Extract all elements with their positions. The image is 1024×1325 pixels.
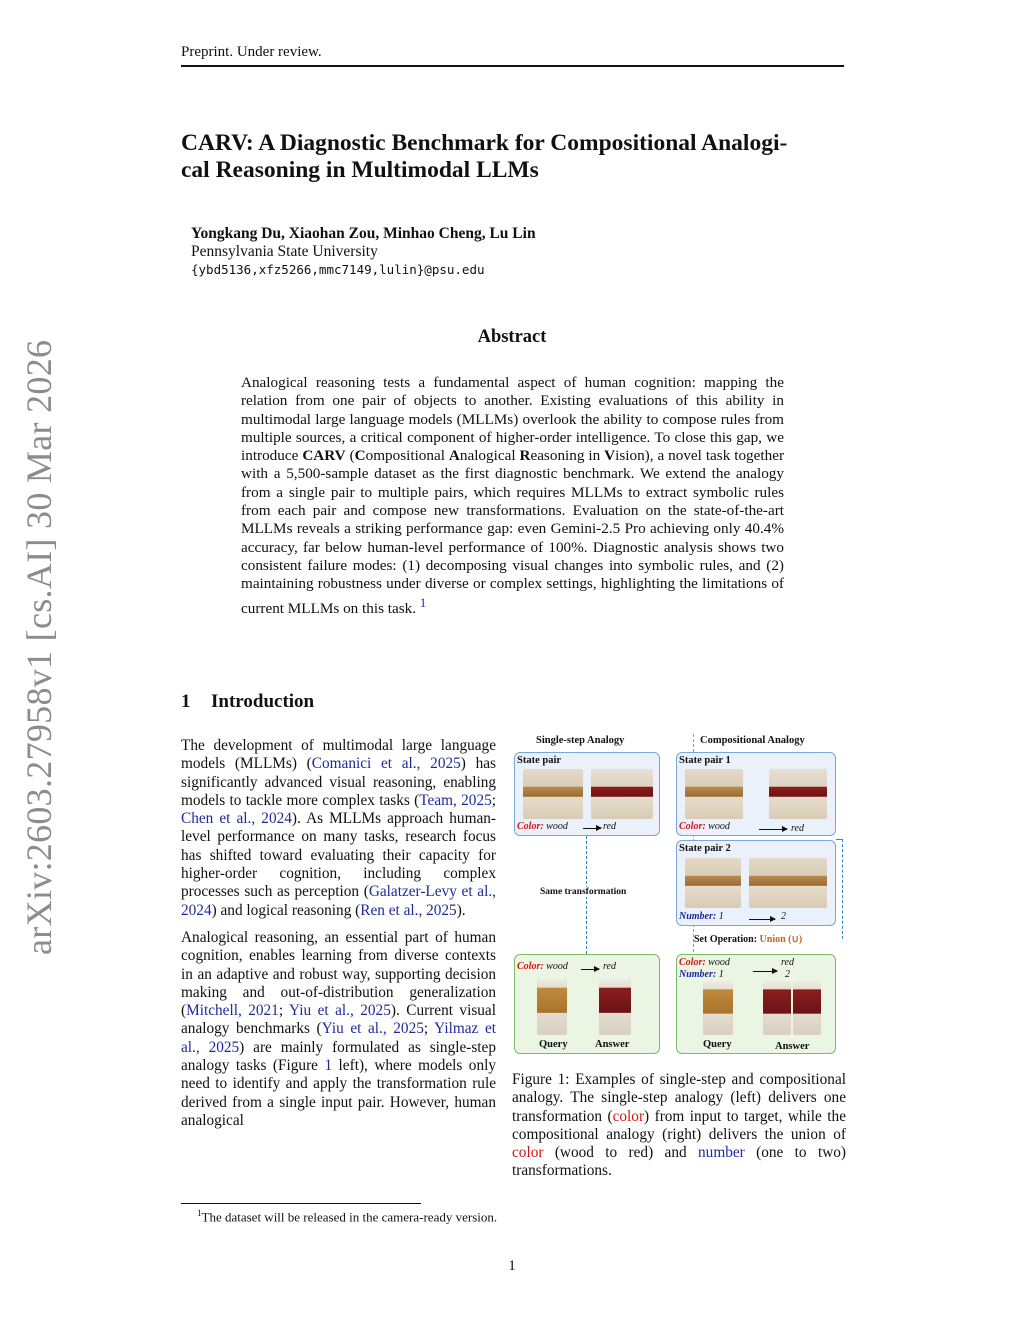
- one-label: 1: [718, 911, 724, 922]
- abstract-a: A: [448, 447, 460, 465]
- red-label: red: [781, 957, 794, 968]
- number-label: Number:: [679, 911, 717, 922]
- red-label: red: [603, 821, 616, 832]
- footnote-mark: 1: [197, 1208, 202, 1218]
- fig-color-rule-1: [679, 821, 730, 832]
- red-table-image: [591, 769, 653, 819]
- intro-text-span: ). As MLLMs approach human-level performance on many tasks, research focus has shifted toward evaluating their capacity for higher-order cognition, including complex processes such as perception (: [181, 810, 496, 901]
- intro-text-span: ) and logical reasoning (: [211, 901, 361, 919]
- red-chair-image: [763, 981, 791, 1035]
- footnote-rule: [181, 1203, 421, 1204]
- emails[interactable]: {ybd5136,xfz5266,mmc7149,lulin}@psu.edu: [191, 262, 485, 277]
- fig-compositional-query-box: [676, 954, 836, 1054]
- red-label: red: [791, 823, 804, 834]
- intro-text-span: ) are mainly formulated as single-step analogy tasks (Figure: [181, 1038, 496, 1075]
- fig-right-title: Compositional Analogy: [700, 735, 805, 746]
- caption-text: (one to two) transformations.: [512, 1144, 846, 1180]
- fig-state-pair-2-label: State pair 2: [679, 843, 731, 854]
- fig-answer-label: Answer: [775, 1041, 810, 1052]
- caption-number-word: number: [698, 1144, 745, 1162]
- citation-link[interactable]: Chen et al., 2024: [181, 810, 292, 828]
- color-label: Color:: [679, 821, 706, 832]
- arrow-icon: [753, 971, 777, 972]
- fig-state-pair-1-box: [676, 752, 836, 836]
- fig-left-title: Single-step Analogy: [536, 735, 625, 746]
- caption-text: (wood to red) and: [543, 1144, 699, 1162]
- fig-number-rule: [679, 911, 724, 922]
- intro-text-span: Analogical reasoning, an essential part of human cognition, enables learning from diverse contexts in an adaptive and robust way, supporting decision making and out-of-distribution generalization (: [181, 928, 496, 1020]
- single-table-image: [685, 858, 741, 908]
- arxiv-stamp[interactable]: arXiv:2603.27958v1 [cs.AI] 30 Mar 2026: [19, 339, 59, 955]
- fig-state-pair-label: State pair: [517, 755, 562, 766]
- arrow-icon: [581, 969, 599, 970]
- intro-text: [181, 737, 496, 1139]
- figure-ref-link[interactable]: 1: [324, 1057, 333, 1075]
- fig-color-rule-2: [679, 957, 730, 968]
- union-label: Union (∪): [759, 934, 803, 945]
- wood-chair-image: [537, 979, 567, 1035]
- one-label: 1: [718, 969, 724, 980]
- red-label: red: [603, 961, 616, 972]
- wood-label: wood: [546, 821, 568, 832]
- fig-state-pair-2-box: [676, 840, 836, 926]
- set-operation-label: Set Operation:: [694, 934, 758, 945]
- page-number: 1: [508, 1258, 516, 1274]
- color-label: Color:: [679, 957, 706, 968]
- intro-text-span: ).: [456, 901, 466, 919]
- fig-query-label: Query: [703, 1039, 732, 1050]
- authors: Yongkang Du, Xiaohan Zou, Minhao Cheng, Lu Lin: [191, 225, 536, 242]
- abstract-text-1: Analogical reasoning tests a fundamental aspect of human cognition: mapping the relation from one pair of objects to another. Existing evaluations of this ability in multimodal large language models (MLLMs) overlook the ability to compose rules from multiple sources, a critical component of higher-order intelligence. To close this gap, we introduce: [241, 374, 784, 465]
- section-title: Introduction: [211, 691, 315, 712]
- number-label: Number:: [679, 969, 717, 980]
- intro-text-span: ;: [423, 1020, 435, 1038]
- caption-color-word: color: [512, 1144, 544, 1162]
- figure-caption: [512, 1071, 846, 1181]
- red-chair-image: [793, 981, 821, 1035]
- intro-text-span: ;: [278, 1002, 289, 1020]
- intro-text-span: ;: [491, 791, 496, 809]
- wood-table-image: [523, 769, 583, 819]
- abstract-heading: Abstract: [477, 327, 547, 347]
- abstract-body: [241, 374, 784, 618]
- color-label: Color:: [517, 961, 544, 972]
- abstract-r-rest: easoning in: [530, 447, 605, 465]
- intro-text-span: left), where models only need to identify and apply the transformation rule derived from a single input pair. However, human analogical: [181, 1057, 496, 1129]
- citation-link[interactable]: Yiu et al., 2025: [321, 1020, 424, 1038]
- citation-link[interactable]: Yilmaz et al., 2025: [181, 1020, 496, 1056]
- citation-link[interactable]: Galatzer-Levy et al., 2024: [181, 883, 496, 919]
- wood-chair-image: [703, 981, 733, 1035]
- affiliation: Pennsylvania State University: [191, 243, 378, 260]
- two-label: 2: [785, 969, 790, 980]
- abstract-v-rest: ision), a novel task together with a 5,500-sample dataset as the first diagnostic benchmark. We extend the analogy from a single pair to multiple pairs, which requires MLLMs to extract symbolic rules from each pair and compose new transformations. Evaluation on the state-of-the-art MLLMs reveals a striking performance gap: even Gemini-2.5 Pro achieving only 40.4% accuracy, far below human-level performance of 100%. Diagnostic analysis shows two consistent failure modes: (1) decomposing visual changes into symbolic rules, and (2) maintaining robustness under diverse or complex settings, highlighting the limitations of current MLLMs on this task.: [241, 447, 785, 617]
- fig-color-rule: [517, 821, 568, 832]
- footnote-text: The dataset will be released in the camera-ready version.: [201, 1209, 498, 1225]
- citation-link[interactable]: Comanici et al., 2025: [311, 755, 461, 773]
- section-number: 1: [181, 691, 191, 712]
- fig-answer-label: Answer: [595, 1039, 630, 1050]
- fig-dashed-connector: [842, 839, 843, 939]
- caption-text: ) from input to target, while the compositional analogy (right) delivers the union of: [512, 1107, 846, 1143]
- caption-text: Figure 1: Examples of single-step and compositional analogy. The single-step analogy (left) delivers one transformation (: [512, 1071, 846, 1125]
- fig-color-rule-query: [517, 961, 568, 972]
- abstract-carv: CARV: [302, 447, 346, 465]
- title-line-2: cal Reasoning in Multimodal LLMs: [181, 157, 539, 183]
- color-label: Color:: [517, 821, 544, 832]
- wood-label: wood: [708, 821, 730, 832]
- two-label: 2: [781, 911, 786, 922]
- fig-query-box: [514, 954, 660, 1054]
- citation-link[interactable]: Mitchell, 2021: [186, 1002, 279, 1020]
- intro-text-span: ). Current visual analogy benchmarks (: [181, 1002, 496, 1038]
- abstract-c-rest: ompositional: [365, 447, 449, 465]
- fig-state-pair-1-label: State pair 1: [679, 755, 731, 766]
- fig-query-label: Query: [539, 1039, 568, 1050]
- abstract-v: V: [604, 447, 616, 465]
- footnote: [197, 1208, 497, 1225]
- citation-link[interactable]: Ren et al., 2025: [360, 901, 457, 919]
- wood-label: wood: [546, 961, 568, 972]
- wood-label: wood: [708, 957, 730, 968]
- paper-title: [181, 130, 851, 184]
- arrow-icon: [749, 919, 775, 920]
- citation-link[interactable]: Yiu et al., 2025: [289, 1002, 391, 1020]
- header-note: Preprint. Under review.: [181, 44, 322, 60]
- citation-link[interactable]: Team, 2025: [419, 791, 492, 809]
- intro-paragraph-2: [181, 929, 496, 1130]
- arrow-icon: [759, 829, 787, 830]
- header-rule: [181, 65, 844, 67]
- fig-set-operation: [694, 934, 802, 945]
- red-table-image: [769, 769, 827, 819]
- caption-color-word: color: [612, 1107, 645, 1125]
- fig-number-rule-2: [679, 969, 724, 980]
- intro-paragraph-1: [181, 737, 496, 920]
- two-tables-image: [749, 858, 827, 908]
- fig-same-transformation: Same transformation: [540, 887, 627, 897]
- intro-text-span: ) has significantly advanced visual reasoning, enabling models to tackle more complex tasks (: [181, 755, 496, 809]
- red-chair-image: [599, 979, 631, 1035]
- abstract-c: C: [354, 447, 366, 465]
- fig-state-pair-box: [514, 752, 660, 836]
- abstract-paren: (: [349, 447, 355, 465]
- abstract-footnote-mark[interactable]: 1: [419, 595, 427, 610]
- intro-text-span: The development of multimodal large language models (MLLMs) (: [181, 737, 496, 773]
- wood-table-image: [685, 769, 743, 819]
- arrow-icon: [583, 828, 601, 829]
- abstract-a-rest: nalogical: [459, 447, 520, 465]
- abstract-r: R: [519, 447, 531, 465]
- figure-1: [510, 732, 846, 1058]
- title-line-1: CARV: A Diagnostic Benchmark for Compositional Analogi-: [181, 130, 788, 156]
